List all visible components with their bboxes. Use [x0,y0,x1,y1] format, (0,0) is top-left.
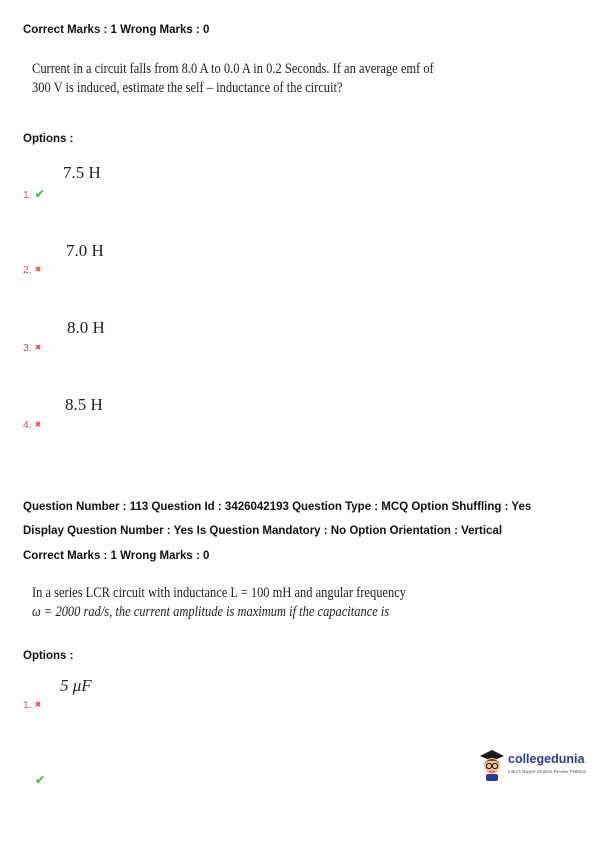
q1-option-2[interactable] [23,264,41,276]
q1-question-line: Current in a circuit falls from 8.0 A to 0.0 A in 0.2 Seconds. If an average emf of [32,61,434,77]
q2-marks: Correct Marks : 1 Wrong Marks : 0 [23,550,210,562]
q1-question-line: 300 V is induced, estimate the self – inductance of the circuit? [32,80,343,96]
q2-option-2-partial[interactable] [35,773,45,787]
q2-header-line-1: Question Number : 113 Question Id : 3426042193 Question Type : MCQ Option Shuffling : Yes [23,501,532,513]
mascot-icon [478,748,506,782]
q2-header-line-2: Display Question Number : Yes Is Question Mandatory : No Option Orientation : Vertical [23,525,503,537]
q1-option-4-text: 8.5 H [65,395,103,414]
option-number: 1. [23,189,32,201]
option-number: 1. [23,699,32,711]
option-number: 3. [23,342,32,354]
q2-question-line: ω = 2000 rad/s, the current amplitude is maximum if the capacitance is [32,604,390,620]
q2-options-label: Options : [23,650,74,662]
q2-question-text [32,584,406,622]
q1-option-1[interactable] [23,187,45,201]
collegedunia-logo [478,748,590,784]
q2-option-1-text: 5 μF [60,676,92,695]
cross-icon: ✖ [34,265,42,274]
q1-option-4[interactable] [23,419,41,431]
checkmark-icon: ✔ [35,773,46,787]
q1-option-2-text: 7.0 H [66,241,104,260]
q1-marks: Correct Marks : 1 Wrong Marks : 0 [23,24,210,36]
q2-question-line: In a series LCR circuit with inductance L = 100 mH and angular frequency [32,585,406,601]
cross-icon: ✖ [34,420,42,429]
cross-icon: ✖ [34,343,42,352]
q1-option-1-text: 7.5 H [63,163,101,182]
option-number: 2. [23,264,32,276]
q1-option-3[interactable] [23,342,41,354]
q1-question-text [32,60,434,98]
logo-wordmark: collegedunia [508,752,585,766]
checkmark-icon: ✔ [34,187,45,201]
option-number: 4. [23,419,32,431]
q1-option-3-text: 8.0 H [67,318,105,337]
logo-tagline: India's largest Student Review Platform [508,769,587,774]
cross-icon: ✖ [34,700,42,709]
q1-options-label: Options : [23,133,74,145]
q2-option-1[interactable] [23,699,41,711]
